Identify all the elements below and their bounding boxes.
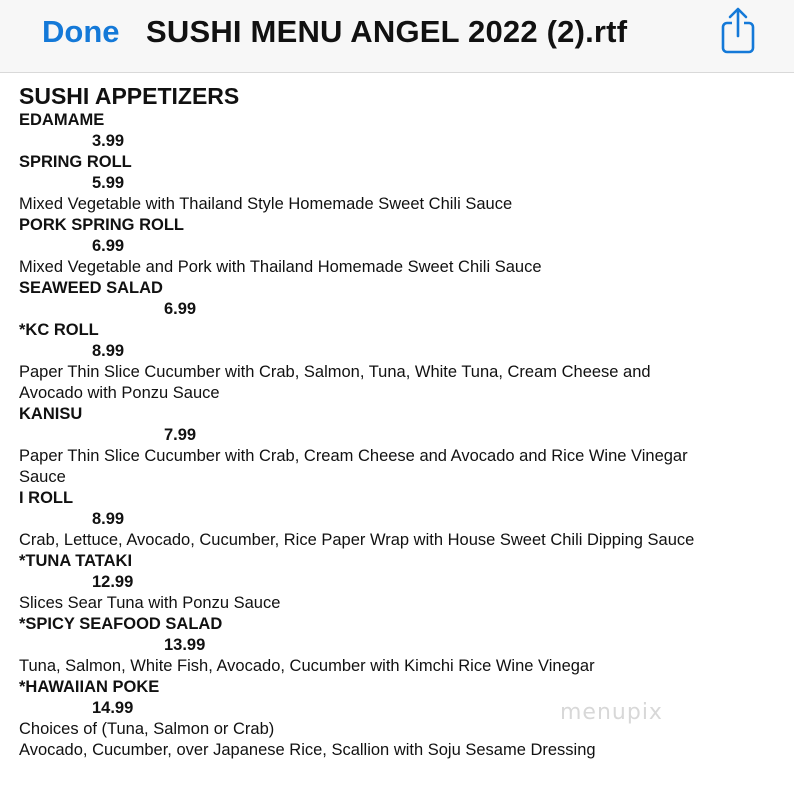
menu-item-price: 3.99 xyxy=(92,132,125,150)
menu-item xyxy=(19,488,779,551)
menu-item xyxy=(19,320,779,404)
menu-item-description: Avocado with Ponzu Sauce xyxy=(19,384,220,402)
watermark: menupix xyxy=(560,700,663,725)
menu-item-description: Mixed Vegetable and Pork with Thailand Homemade Sweet Chili Sauce xyxy=(19,258,542,276)
menu-item-description: Sauce xyxy=(19,468,66,486)
menu-item-description: Slices Sear Tuna with Ponzu Sauce xyxy=(19,594,281,612)
menu-item xyxy=(19,110,779,152)
menu-item-price: 6.99 xyxy=(92,237,125,255)
file-title: SUSHI MENU ANGEL 2022 (2).rtf xyxy=(146,14,628,49)
document-body xyxy=(19,82,779,761)
menu-item xyxy=(19,404,779,488)
menu-item-name: I ROLL xyxy=(19,489,74,507)
menu-item-price: 7.99 xyxy=(164,426,197,444)
menu-item-name: *HAWAIIAN POKE xyxy=(19,678,160,696)
menu-item-description: Mixed Vegetable with Thailand Style Homemade Sweet Chili Sauce xyxy=(19,195,513,213)
menu-item-price: 12.99 xyxy=(92,573,134,591)
menu-item-description: Crab, Lettuce, Avocado, Cucumber, Rice Paper Wrap with House Sweet Chili Dipping Sauce xyxy=(19,531,695,549)
menu-item xyxy=(19,215,779,278)
menu-item-description: Paper Thin Slice Cucumber with Crab, Salmon, Tuna, White Tuna, Cream Cheese and xyxy=(19,363,651,381)
section-heading: SUSHI APPETIZERS xyxy=(19,83,240,109)
menu-item-name: PORK SPRING ROLL xyxy=(19,216,185,234)
share-icon[interactable] xyxy=(718,6,758,54)
menu-item-description: Choices of (Tuna, Salmon or Crab) xyxy=(19,720,275,738)
menu-item-price: 14.99 xyxy=(92,699,134,717)
menu-item-name: *KC ROLL xyxy=(19,321,99,339)
menu-item xyxy=(19,677,779,761)
menu-item xyxy=(19,614,779,677)
menu-item-name: *SPICY SEAFOOD SALAD xyxy=(19,615,223,633)
menu-item-price: 8.99 xyxy=(92,510,125,528)
menu-item xyxy=(19,551,779,614)
menu-item-description: Tuna, Salmon, White Fish, Avocado, Cucumber with Kimchi Rice Wine Vinegar xyxy=(19,657,595,675)
done-button[interactable]: Done xyxy=(42,14,120,49)
menu-item-list xyxy=(19,110,779,761)
menu-item-name: SPRING ROLL xyxy=(19,153,132,171)
menu-item-name: KANISU xyxy=(19,405,83,423)
menu-item-price: 6.99 xyxy=(164,300,197,318)
menu-item-name: EDAMAME xyxy=(19,111,105,129)
menu-item-price: 5.99 xyxy=(92,174,125,192)
menu-item-price: 13.99 xyxy=(164,636,206,654)
menu-item-description: Paper Thin Slice Cucumber with Crab, Cream Cheese and Avocado and Rice Wine Vinegar xyxy=(19,447,688,465)
menu-item xyxy=(19,152,779,215)
menu-item-price: 8.99 xyxy=(92,342,125,360)
menu-item-name: *TUNA TATAKI xyxy=(19,552,133,570)
menu-item xyxy=(19,278,779,320)
menu-item-description: Avocado, Cucumber, over Japanese Rice, Scallion with Soju Sesame Dressing xyxy=(19,741,596,759)
top-toolbar xyxy=(0,0,794,73)
menu-item-name: SEAWEED SALAD xyxy=(19,279,163,297)
